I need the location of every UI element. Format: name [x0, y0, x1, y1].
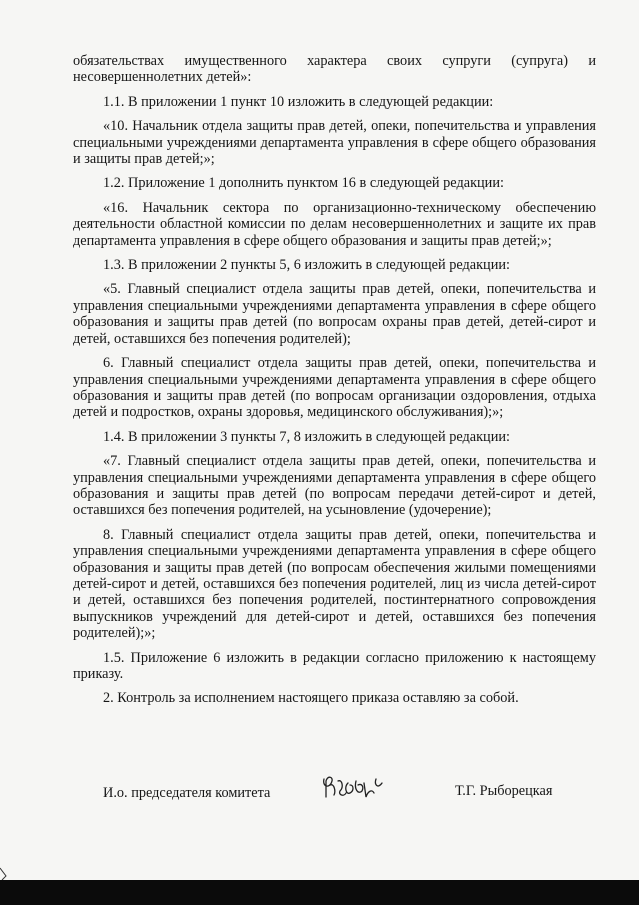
scan-bottom-border: [0, 880, 639, 905]
handwritten-signature: [320, 773, 386, 807]
paragraph-point-5: «5. Главный специалист отдела защиты прав детей, опеки, попечительства и управления специальными учреждениями департамента управления в сфере общего образования и защиты прав детей (по вопросам охраны прав детей, детей-сирот и детей, оставшихся без попечения родителей);: [73, 281, 596, 347]
paragraph-item-1-1: 1.1. В приложении 1 пункт 10 изложить в следующей редакции:: [103, 93, 494, 110]
signature-block: [0, 781, 639, 815]
paragraph-continuation: обязательствах имущественного характера своих супруги (супруга) и несовершеннолетних детей»:: [73, 53, 596, 86]
paragraph-point-8: 8. Главный специалист отдела защиты прав детей, опеки, попечительства и управления специальными учреждениями департамента управления в сфере общего образования и защиты прав детей (по вопросам обеспечения жилыми помещениями детей-сирот и детей, оставшихся без попечения родителей, лиц из числа детей-сирот и детей, оставшихся без попечения родителей, постинтернатного сопровождения выпускников учреждений для детей-сирот и детей, оставшихся без попечения родителей);»;: [73, 526, 596, 642]
document-body: [73, 53, 596, 715]
paragraph-point-16: «16. Начальник сектора по организационно-техническому обеспечению деятельности областной комиссии по делам несовершеннолетних и защите их прав департамента управления в сфере общего образования и защиты прав детей;»;: [73, 199, 596, 249]
paragraph-point-6: 6. Главный специалист отдела защиты прав детей, опеки, попечительства и управления специальными учреждениями департамента управления в сфере общего образования и защиты прав детей (по вопросам организации оздоровления, отдыха детей и подростков, охраны здоровья, медицинского обслуживания);»;: [73, 355, 596, 421]
signatory-position: И.о. председателя комитета: [103, 785, 271, 801]
paragraph-point-7: «7. Главный специалист отдела защиты прав детей, опеки, попечительства и управления специальными учреждениями департамента управления в сфере общего образования и защиты прав детей (по вопросам передачи детей-сирот и детей, оставшихся без попечения родителей, на усыновление (удочерение);: [73, 453, 596, 519]
paragraph-item-1-5: 1.5. Приложение 6 изложить в редакции согласно приложению к настоящему приказу.: [73, 649, 596, 682]
scan-edge-mark: [0, 866, 8, 880]
paragraph-item-1-4: 1.4. В приложении 3 пункты 7, 8 изложить в следующей редакции:: [103, 428, 510, 445]
signatory-name: Т.Г. Рыборецкая: [455, 783, 553, 799]
paragraph-item-1-3: 1.3. В приложении 2 пункты 5, 6 изложить в следующей редакции:: [103, 257, 510, 274]
paragraph-item-2: 2. Контроль за исполнением настоящего приказа оставляю за собой.: [103, 690, 519, 707]
paragraph-item-1-2: 1.2. Приложение 1 дополнить пунктом 16 в следующей редакции:: [103, 175, 504, 192]
paragraph-point-10: «10. Начальник отдела защиты прав детей, опеки, попечительства и управления специальными учреждениями департамента управления в сфере общего образования и защиты прав детей;»;: [73, 118, 596, 168]
